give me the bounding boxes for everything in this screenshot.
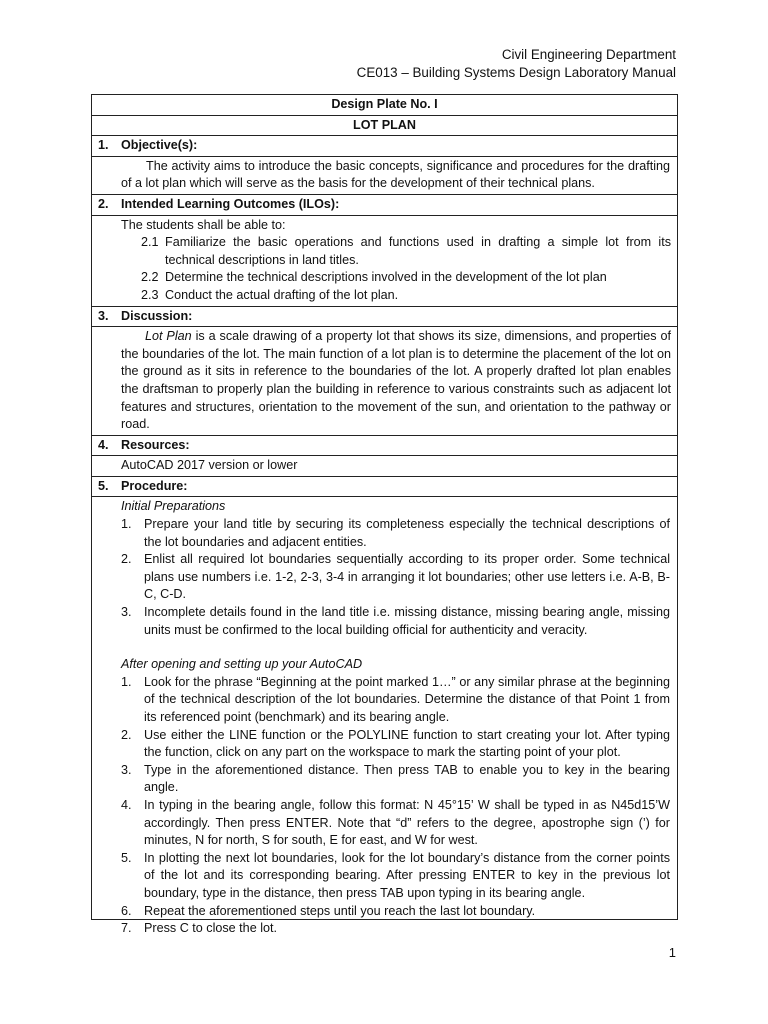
item-text: In plotting the next lot boundaries, look for the lot boundary’s distance from the corner points of the lot and its corresponding bearing. After pressing ENTER to key in the previous lot boundary, type in the distance, then press TAB upon typing in its bearing angle.: [144, 850, 670, 900]
ilo-body: [92, 216, 677, 307]
item-number: 7.: [121, 921, 132, 936]
section-title: Resources:: [121, 437, 190, 452]
item-number: 1.: [121, 517, 132, 532]
objective-text: The activity aims to introduce the basic concepts, significance and procedures for the drafting of a lot plan which will serve as the basis for the development of their technical plans.: [92, 157, 677, 195]
item-number: 2.3: [141, 287, 159, 302]
item-number: 3.: [121, 605, 132, 620]
item-text: Familiarize the basic operations and functions used in drafting a simple lot from its technical descriptions in land titles.: [165, 235, 671, 267]
item-text: Conduct the actual drafting of the lot plan.: [165, 287, 399, 302]
item-number: 2.: [121, 552, 132, 567]
ilo-list: [121, 234, 671, 304]
lot-plan-term: Lot Plan: [145, 329, 192, 344]
list-item: [121, 920, 670, 938]
item-text: Incomplete details found in the land title i.e. missing distance, missing bearing angle, missing units must be confirmed to the local building official for authenticity and veracity.: [144, 605, 670, 637]
item-text: In typing in the bearing angle, follow this format: N 45°15’ W shall be typed in as N45d15’W accordingly. Then press ENTER. Note that “d” refers to the degree, apostrophe sign (’) for minutes, N for north, S for south, E for east, and W for west.: [144, 797, 670, 848]
list-item: [121, 797, 670, 850]
plate-subtitle: LOT PLAN: [92, 116, 677, 137]
item-text: Look for the phrase “Beginning at the point marked 1…” or any similar phrase at the beginning of the technical description of the lot boundaries. Determine the distance of that Point 1 from its referenced point (benchmark) and its bearing angle.: [144, 674, 670, 724]
item-number: 1.: [121, 674, 132, 689]
spacer: [121, 639, 670, 656]
item-text: Type in the aforementioned distance. Then press TAB to enable you to key in the bearing angle.: [144, 762, 670, 795]
section-title: Procedure:: [121, 478, 188, 493]
item-number: 4.: [121, 797, 132, 812]
item-number: 2.2: [141, 270, 159, 285]
discussion-text: [92, 327, 677, 436]
department-name: Civil Engineering Department: [501, 47, 676, 62]
list-item: [121, 516, 670, 551]
section-procedure-heading: [92, 477, 677, 498]
procedure-group-heading: After opening and setting up your AutoCAD: [121, 657, 363, 672]
initial-preparations-list: [121, 516, 670, 639]
list-item: [121, 762, 670, 797]
document-header: [357, 46, 676, 82]
list-item: [121, 551, 670, 604]
item-number: 2.: [121, 727, 132, 742]
section-number: 2.: [98, 196, 109, 211]
autocad-steps-list: [121, 674, 670, 938]
item-text: Prepare your land title by securing its completeness especially the technical descriptions of the lot boundaries and adjacent entities.: [144, 517, 670, 549]
procedure-body: [92, 497, 677, 938]
section-ilo-heading: [92, 195, 677, 216]
list-item: [121, 287, 671, 305]
section-number: 3.: [98, 308, 109, 323]
item-number: 6.: [121, 903, 132, 918]
item-text: Use either the LINE function or the POLYLINE function to start creating your lot. After typing the function, click on any part on the workspace to mark the starting point of your plot.: [144, 727, 670, 760]
item-text: Enlist all required lot boundaries sequentially according to its proper order. Some technical plans use numbers i.e. 1-2, 2-3, 3-4 in arranging it lot boundaries; other use letters i.e. A-B, B-C, C-D.: [144, 552, 670, 602]
list-item: [121, 903, 670, 921]
item-text: Press C to close the lot.: [144, 921, 277, 936]
section-number: 4.: [98, 437, 109, 452]
list-item: [121, 604, 670, 639]
page-number: 1: [668, 945, 676, 960]
list-item: [121, 234, 671, 269]
item-number: 5.: [121, 850, 132, 865]
item-text: Repeat the aforementioned steps until you reach the last lot boundary.: [144, 903, 536, 918]
section-title: Intended Learning Outcomes (ILOs):: [121, 196, 340, 211]
section-resources-heading: [92, 436, 677, 457]
section-number: 1.: [98, 138, 109, 153]
list-item: [121, 674, 670, 727]
item-number: 3.: [121, 762, 132, 777]
section-number: 5.: [98, 478, 109, 493]
item-text: Determine the technical descriptions involved in the development of the lot plan: [165, 270, 607, 285]
manual-title: CE013 – Building Systems Design Laboratory Manual: [356, 65, 676, 80]
procedure-group-heading: Initial Preparations: [121, 499, 226, 514]
list-item: [121, 727, 670, 762]
resources-text: AutoCAD 2017 version or lower: [92, 456, 677, 477]
ilo-intro: The students shall be able to:: [121, 217, 286, 232]
list-item: [121, 850, 670, 903]
discussion-body: is a scale drawing of a property lot that shows its size, dimensions, and properties of the boundaries of the lot. The main function of a lot plan is to determine the placement of the lot on the ground as it sits in reference to the boundaries of the lot. A properly drafted lot plan enables the draftsman to properly plan the building in reference to various constraints such as adjacent lot features and structures, orientation to the movement of the sun, and orientation to the pathway or road.: [121, 329, 671, 432]
section-title: Discussion:: [121, 308, 193, 323]
item-number: 2.1: [141, 235, 159, 250]
list-item: [121, 269, 671, 287]
plate-title: Design Plate No. I: [92, 95, 677, 116]
design-plate-table: [91, 94, 678, 936]
section-title: Objective(s):: [121, 138, 198, 153]
section-objective-heading: [92, 136, 677, 157]
section-discussion-heading: [92, 307, 677, 328]
